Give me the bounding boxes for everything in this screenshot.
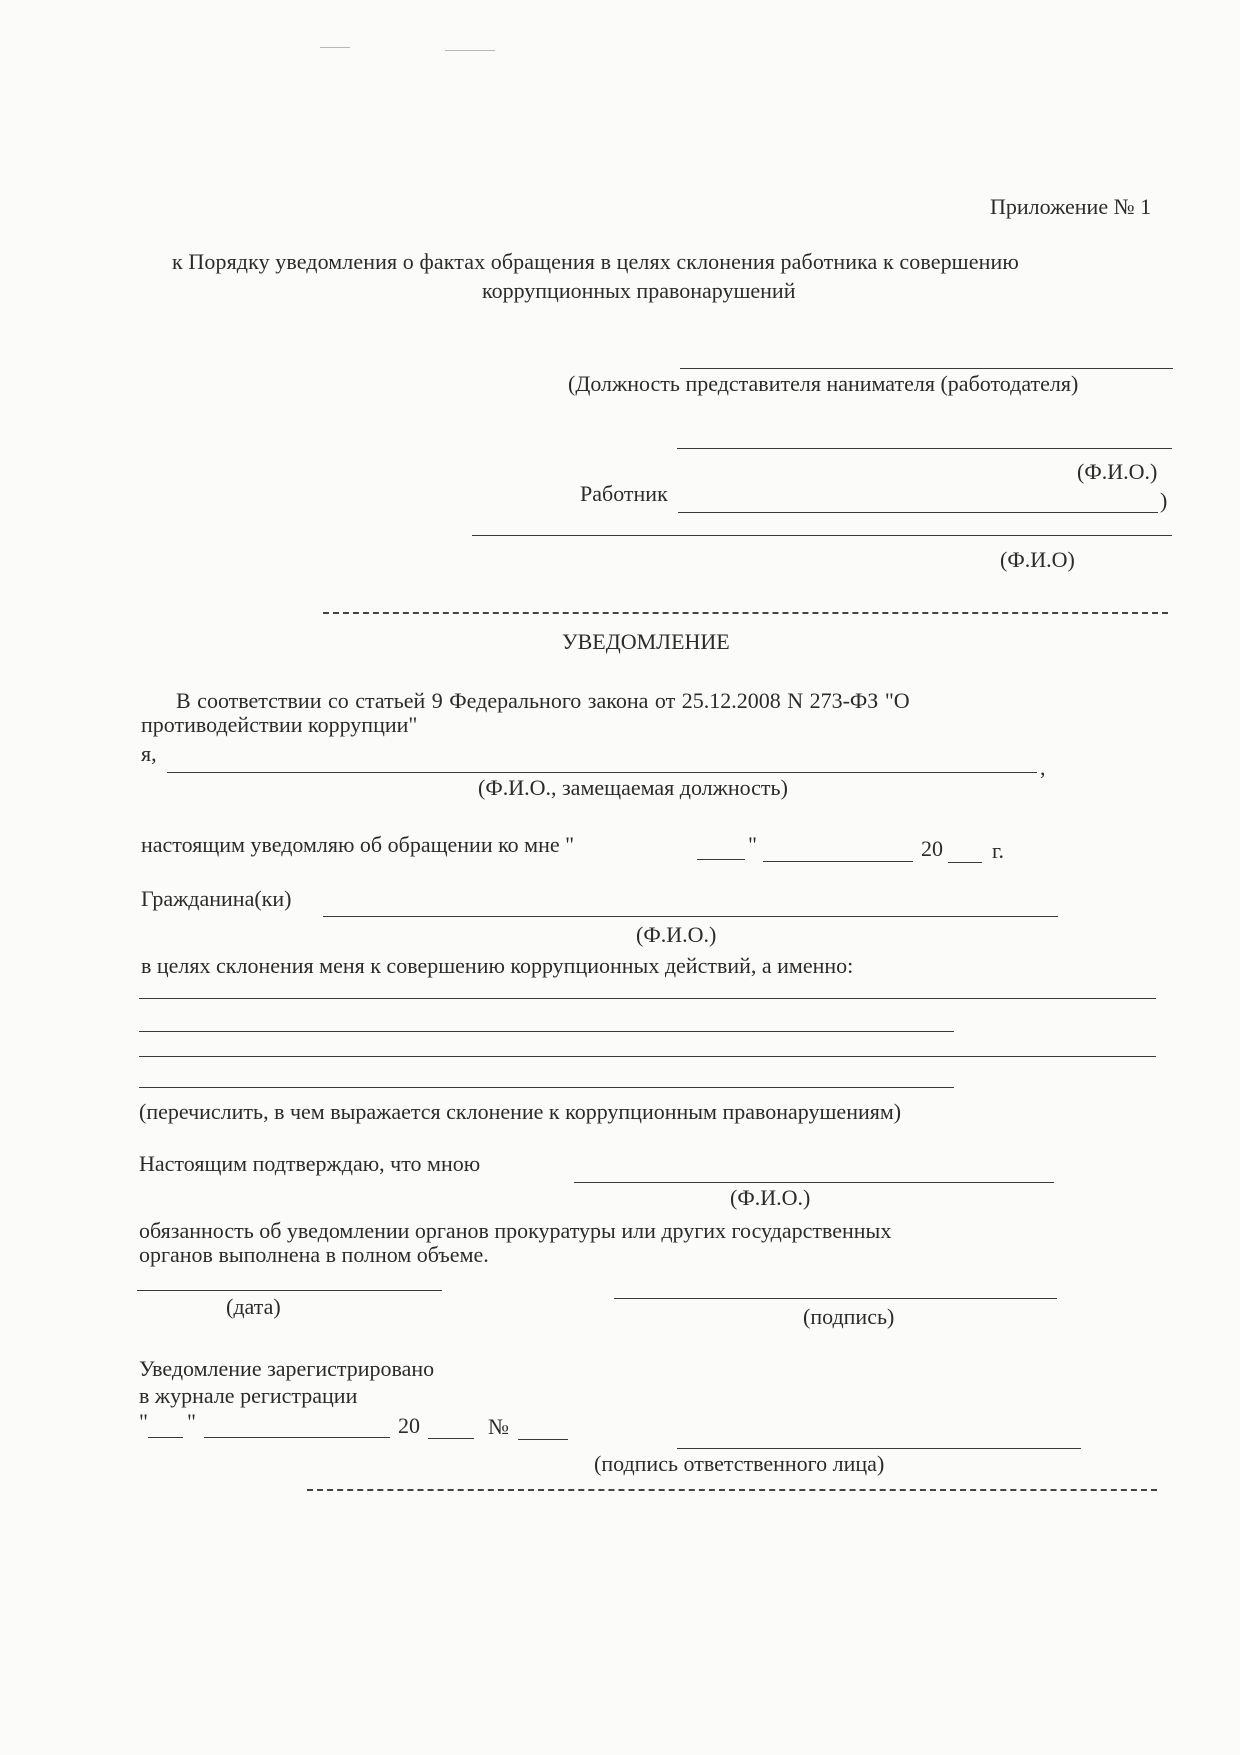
subtitle-line-1: к Порядку уведомления о фактах обращения в целях склонения работника к совершению (172, 249, 1019, 274)
notice-title: УВЕДОМЛЕНИЕ (562, 629, 730, 654)
fio-label: (Ф.И.О.) (1077, 459, 1158, 484)
signature-line (614, 1298, 1057, 1299)
registration-number-sign: № (488, 1414, 509, 1439)
notify-month-line (763, 861, 913, 862)
registration-quote-close: " (187, 1409, 196, 1434)
citizen-line (323, 916, 1058, 917)
worker-fio-line (472, 535, 1172, 536)
registration-day-line (148, 1437, 183, 1438)
signature-label: (подпись) (803, 1304, 895, 1329)
worker-label: Работник (580, 481, 668, 506)
responsible-signature-line (677, 1448, 1081, 1449)
registration-quote-open: " (139, 1409, 148, 1434)
worker-fio-label: (Ф.И.О) (1000, 547, 1075, 572)
confirm-fio-line (574, 1182, 1054, 1183)
purpose-line-3 (139, 1056, 1156, 1057)
responsible-signature-label: (подпись ответственного лица) (594, 1451, 885, 1476)
scan-mark (445, 50, 495, 51)
worker-paren: ) (1160, 488, 1168, 513)
citizen-fio-label: (Ф.И.О.) (636, 922, 717, 947)
notify-year-line (948, 862, 982, 863)
position-label: (Должность представителя нанимателя (работодателя) (568, 371, 1079, 396)
purpose-line-4 (139, 1087, 954, 1088)
fio-position-label: (Ф.И.О., замещаемая должность) (478, 775, 788, 800)
registration-line-1: Уведомление зарегистрировано (139, 1356, 435, 1381)
fio-line (677, 448, 1172, 449)
i-comma: , (1040, 755, 1046, 780)
i-label: я, (141, 741, 157, 766)
purpose-label: в целях склонения меня к совершению коррупционных действий, а именно: (141, 953, 854, 978)
notify-g: г. (992, 838, 1005, 863)
registration-number-line (518, 1439, 568, 1440)
date-label: (дата) (226, 1294, 281, 1319)
citizen-label: Гражданина(ки) (141, 886, 292, 911)
notify-day-line (697, 859, 745, 860)
purpose-line-2 (139, 1031, 954, 1032)
registration-year: 20 (398, 1413, 420, 1438)
confirm-label: Настоящим подтверждаю, что мною (139, 1151, 481, 1176)
date-line (137, 1290, 442, 1291)
scan-mark (320, 47, 350, 48)
confirm-fio-label: (Ф.И.О.) (730, 1185, 811, 1210)
notify-label: настоящим уведомляю об обращении ко мне " (141, 832, 575, 857)
notify-year: 20 (921, 836, 943, 861)
enumerate-label: (перечислить, в чем выражается склонение к коррупционным правонарушениям) (139, 1099, 902, 1124)
worker-line (678, 512, 1158, 513)
duty-line-2: органов выполнена в полном объеме. (139, 1242, 489, 1267)
separator-top (323, 612, 1168, 614)
intro-line-2: противодействии коррупции" (141, 712, 418, 737)
purpose-line-1 (139, 998, 1156, 999)
intro-line-1: В соответствии со статьей 9 Федерального закона от 25.12.2008 N 273-ФЗ "О (176, 688, 910, 713)
subtitle-line-2: коррупционных правонарушений (482, 278, 796, 303)
appendix-title: Приложение № 1 (990, 194, 1152, 219)
i-fio-line (167, 772, 1037, 773)
registration-year-line (428, 1438, 474, 1439)
registration-month-line (204, 1437, 390, 1438)
separator-bottom (307, 1489, 1157, 1491)
duty-line-1: обязанность об уведомлении органов прокуратуры или других государственных (139, 1218, 892, 1243)
registration-line-2: в журнале регистрации (139, 1383, 358, 1408)
position-line (680, 368, 1173, 369)
notify-quote: " (748, 832, 757, 857)
